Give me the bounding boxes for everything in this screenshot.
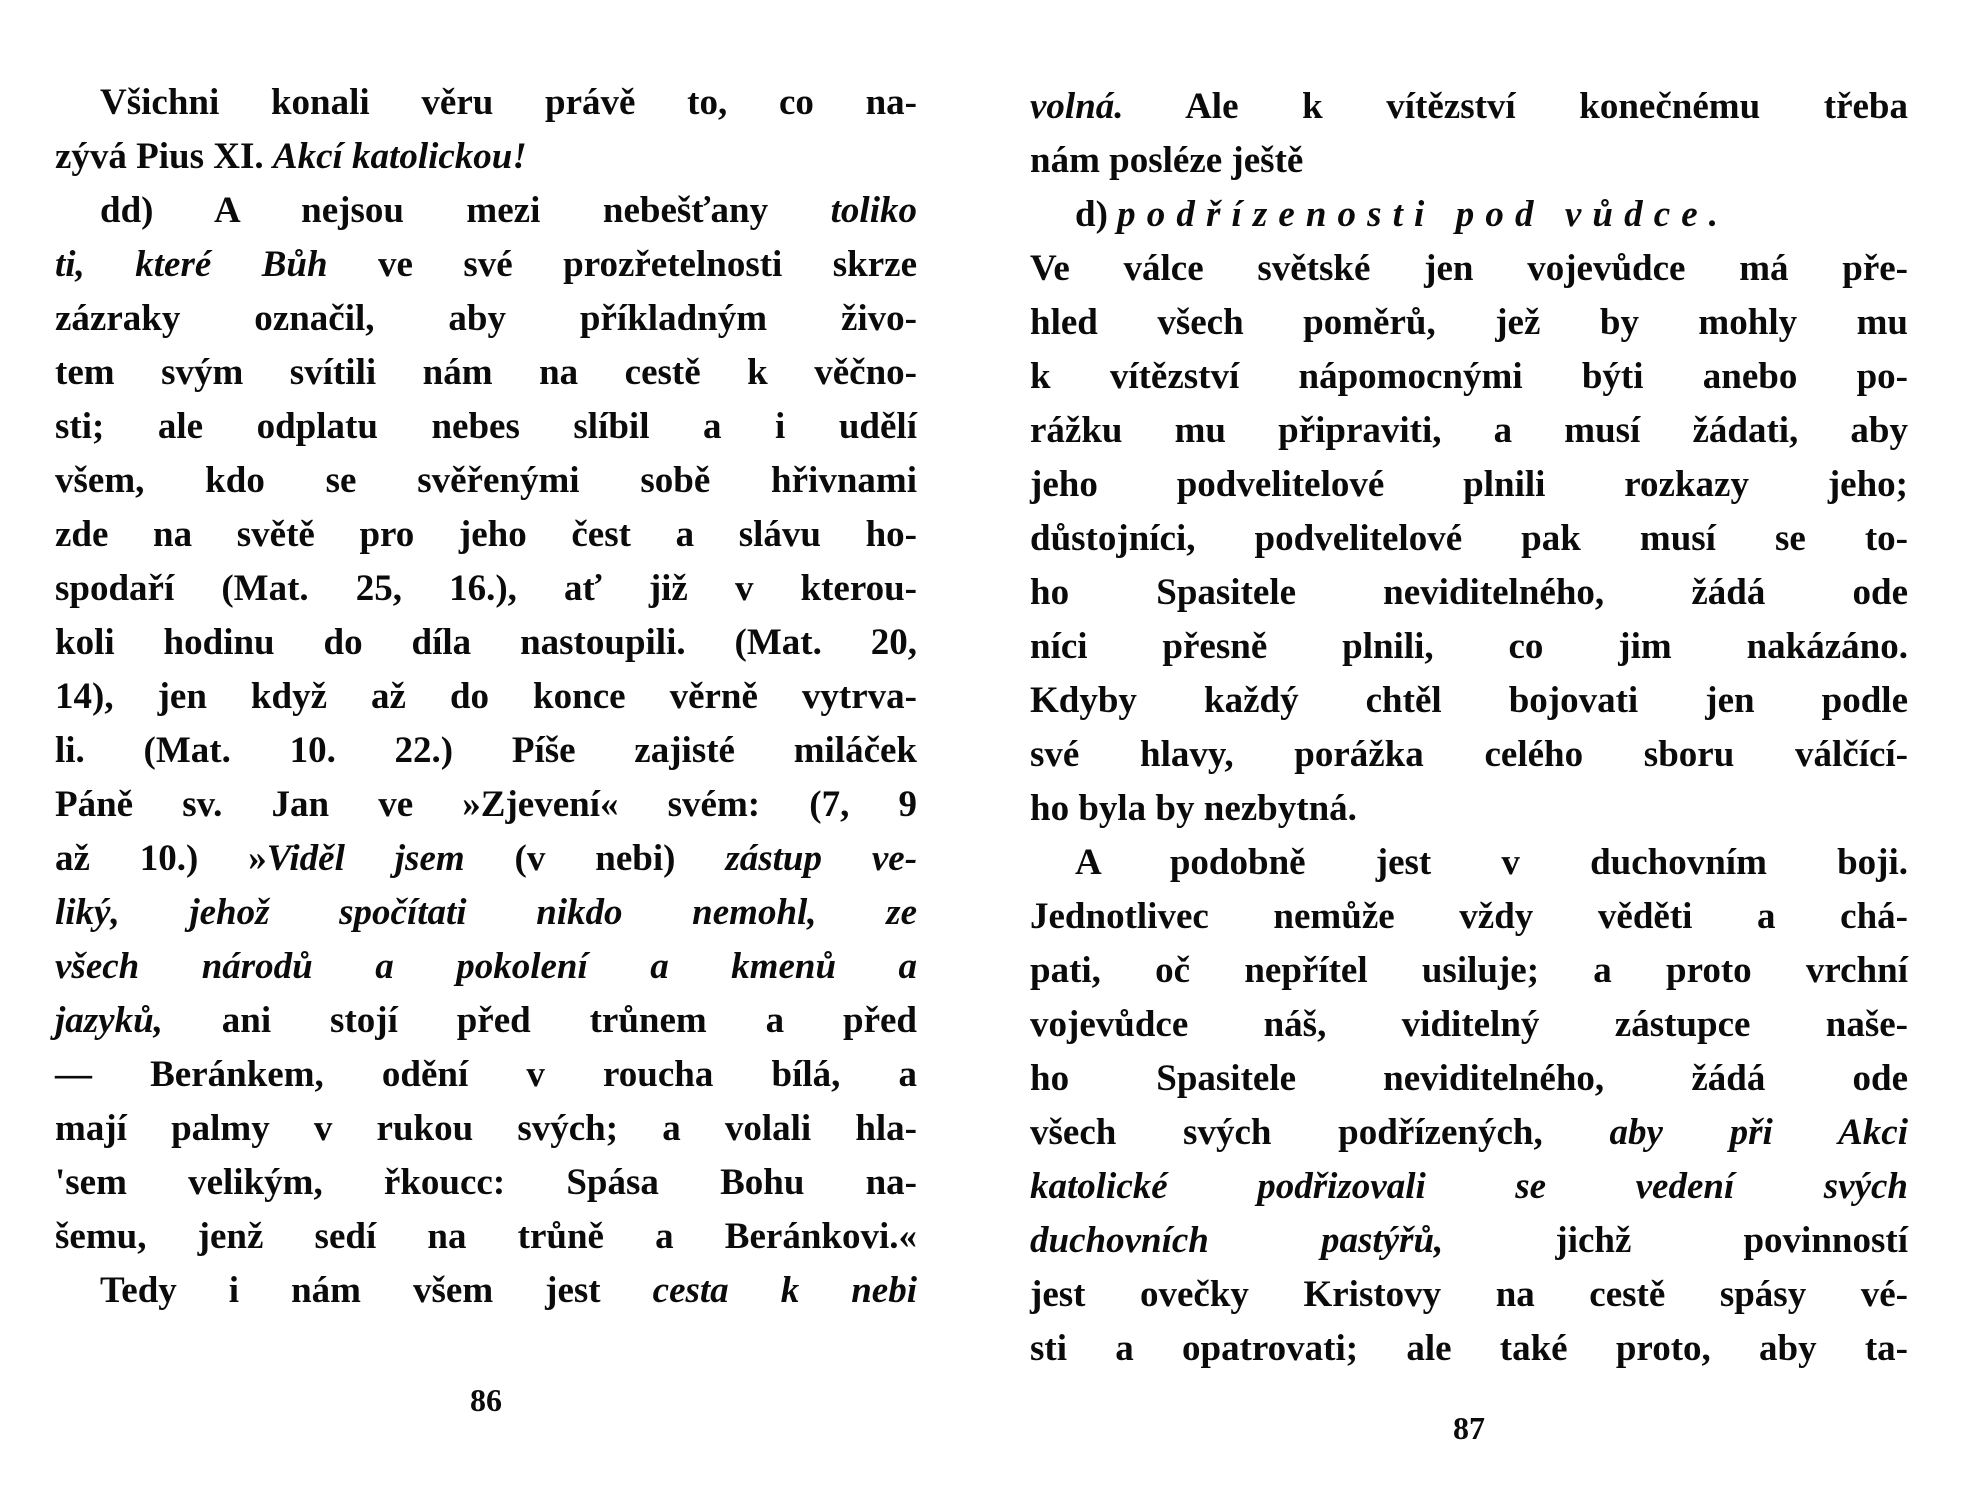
- text-segment: koli hodinu do díla nastoupili. (Mat. 20,: [55, 622, 917, 663]
- text-line: [1030, 512, 1908, 566]
- text-segment: katolické podřizovali se vedení svých: [1030, 1166, 1908, 1207]
- right-page-number: 87: [1453, 1410, 1485, 1446]
- text-line: [55, 1048, 917, 1102]
- text-segment: dd) A nejsou mezi nebešťany: [100, 190, 831, 231]
- text-line: [1030, 80, 1908, 134]
- text-segment: jeho podvelitelové plnili rozkazy jeho;: [1030, 464, 1908, 505]
- text-line: [1030, 458, 1908, 512]
- text-segment: Ve válce světské jen vojevůdce má pře-: [1030, 248, 1908, 289]
- text-line: [1030, 566, 1908, 620]
- text-segment: zde na světě pro jeho čest a slávu ho-: [55, 514, 917, 555]
- text-line: [1030, 728, 1908, 782]
- text-segment: své hlavy, porážka celého sboru válčící-: [1030, 734, 1908, 775]
- text-line: [1030, 620, 1908, 674]
- text-line: [1030, 1106, 1908, 1160]
- text-line: [55, 130, 917, 184]
- text-line: [1030, 782, 1908, 836]
- text-line: [1030, 998, 1908, 1052]
- text-segment: liký, jehož spočítati nikdo nemohl, ze: [55, 892, 917, 933]
- text-segment: důstojníci, podvelitelové pak musí se to-: [1030, 518, 1908, 559]
- text-segment: Páně sv. Jan ve »Zjevení« svém: (7, 9: [55, 784, 917, 825]
- text-line: [55, 1210, 917, 1264]
- text-segment: Viděl jsem: [266, 838, 465, 879]
- text-segment: zázraky označil, aby příkladným živo-: [55, 298, 917, 339]
- text-segment: Kdyby každý chtěl bojovati jen podle: [1030, 680, 1908, 721]
- text-line: [1030, 890, 1908, 944]
- text-line: [55, 670, 917, 724]
- text-segment: Akcí katolickou!: [272, 136, 527, 177]
- text-line: [55, 400, 917, 454]
- text-line: [55, 1264, 917, 1318]
- text-segment: všech národů a pokolení a kmenů a: [55, 946, 917, 987]
- text-segment: Všichni konali věru právě to, co na-: [100, 82, 917, 123]
- text-line: [55, 940, 917, 994]
- text-segment: ho Spasitele neviditelného, žádá ode: [1030, 1058, 1908, 1099]
- text-segment: níci přesně plnili, co jim nakázáno.: [1030, 626, 1908, 667]
- text-line: [1030, 1160, 1908, 1214]
- text-line: [1030, 134, 1908, 188]
- text-segment: A podobně jest v duchovním boji.: [1075, 842, 1908, 883]
- text-segment: toliko: [830, 190, 917, 231]
- text-segment: (v nebi): [464, 838, 726, 879]
- text-segment: d): [1075, 194, 1118, 235]
- text-segment: cesta k nebi: [652, 1270, 917, 1311]
- text-line: [55, 292, 917, 346]
- text-segment: aby při Akci: [1609, 1112, 1909, 1153]
- text-line: [55, 1102, 917, 1156]
- text-segment: li. (Mat. 10. 22.) Píše zajisté miláček: [55, 730, 917, 771]
- text-segment: hled všech poměrů, jež by mohly mu: [1030, 302, 1908, 343]
- text-segment: rážku mu připraviti, a musí žádati, aby: [1030, 410, 1908, 451]
- text-segment: tem svým svítili nám na cestě k věčno-: [55, 352, 917, 393]
- text-segment: pati, oč nepřítel usiluje; a proto vrchní: [1030, 950, 1908, 991]
- text-segment: ti, které Bůh: [55, 244, 328, 285]
- text-segment: zástup ve-: [725, 838, 918, 879]
- text-segment: mají palmy v rukou svých; a volali hla-: [55, 1108, 917, 1149]
- text-line: [1030, 674, 1908, 728]
- text-segment: Jednotlivec nemůže vždy věděti a chá-: [1030, 896, 1908, 937]
- text-line: [55, 184, 917, 238]
- text-line: [55, 346, 917, 400]
- text-line: [55, 832, 917, 886]
- left-page-number: 86: [470, 1382, 502, 1418]
- text-line: [1030, 296, 1908, 350]
- text-segment: ho byla by nezbytná.: [1030, 788, 1357, 829]
- text-line: [55, 508, 917, 562]
- text-line: [55, 724, 917, 778]
- text-line: [1030, 944, 1908, 998]
- text-line: [1030, 350, 1908, 404]
- text-segment: k vítězství nápomocnými býti anebo po-: [1030, 356, 1908, 397]
- text-line: [1030, 188, 1908, 242]
- right-page-text-column: [1030, 80, 1908, 1376]
- text-line: [1030, 404, 1908, 458]
- text-line: [55, 994, 917, 1048]
- text-segment: jazyků,: [55, 1000, 163, 1041]
- text-segment: Tedy i nám všem jest: [100, 1270, 653, 1311]
- text-segment: sti; ale odplatu nebes slíbil a i udělí: [55, 406, 917, 447]
- text-line: [55, 1156, 917, 1210]
- text-line: [1030, 1322, 1908, 1376]
- text-segment: volná.: [1030, 86, 1124, 127]
- text-segment: sti a opatrovati; ale také proto, aby ta-: [1030, 1328, 1908, 1369]
- text-line: [55, 886, 917, 940]
- text-segment: jest ovečky Kristovy na cestě spásy vé-: [1030, 1274, 1908, 1315]
- text-segment: ani stojí před trůnem a před: [162, 1000, 917, 1041]
- text-line: [55, 616, 917, 670]
- text-line: [1030, 1052, 1908, 1106]
- text-segment: všech svých podřízených,: [1030, 1112, 1610, 1153]
- text-segment: duchovních pastýřů,: [1030, 1220, 1444, 1261]
- text-line: [1030, 1214, 1908, 1268]
- text-line: [55, 778, 917, 832]
- text-segment: Ale k vítězství konečnému třeba: [1123, 86, 1908, 127]
- text-segment: spodaří (Mat. 25, 16.), ať již v kterou-: [55, 568, 917, 609]
- text-segment: nám posléze ještě: [1030, 140, 1304, 181]
- text-segment: všem, kdo se svěřenými sobě hřivnami: [55, 460, 917, 501]
- text-segment: 14), jen když až do konce věrně vytrva-: [55, 676, 917, 717]
- text-line: [55, 454, 917, 508]
- text-segment: jichž povinností: [1443, 1220, 1908, 1261]
- text-segment: ve své prozřetelnosti skrze: [327, 244, 918, 285]
- text-line: [1030, 242, 1908, 296]
- text-segment: podřízenosti pod vůdce.: [1117, 194, 1730, 235]
- text-segment: 'sem velikým, řkoucc: Spása Bohu na-: [55, 1162, 917, 1203]
- text-line: [55, 76, 917, 130]
- text-segment: zývá Pius XI.: [55, 136, 273, 177]
- text-segment: — Beránkem, odění v roucha bílá, a: [55, 1054, 917, 1095]
- text-line: [55, 562, 917, 616]
- text-segment: až 10.) »: [55, 838, 267, 879]
- text-segment: šemu, jenž sedí na trůně a Beránkovi.«: [55, 1216, 917, 1257]
- text-line: [1030, 1268, 1908, 1322]
- left-page-text-column: [55, 76, 917, 1318]
- text-segment: ho Spasitele neviditelného, žádá ode: [1030, 572, 1908, 613]
- text-line: [55, 238, 917, 292]
- text-line: [1030, 836, 1908, 890]
- text-segment: vojevůdce náš, viditelný zástupce naše-: [1030, 1004, 1908, 1045]
